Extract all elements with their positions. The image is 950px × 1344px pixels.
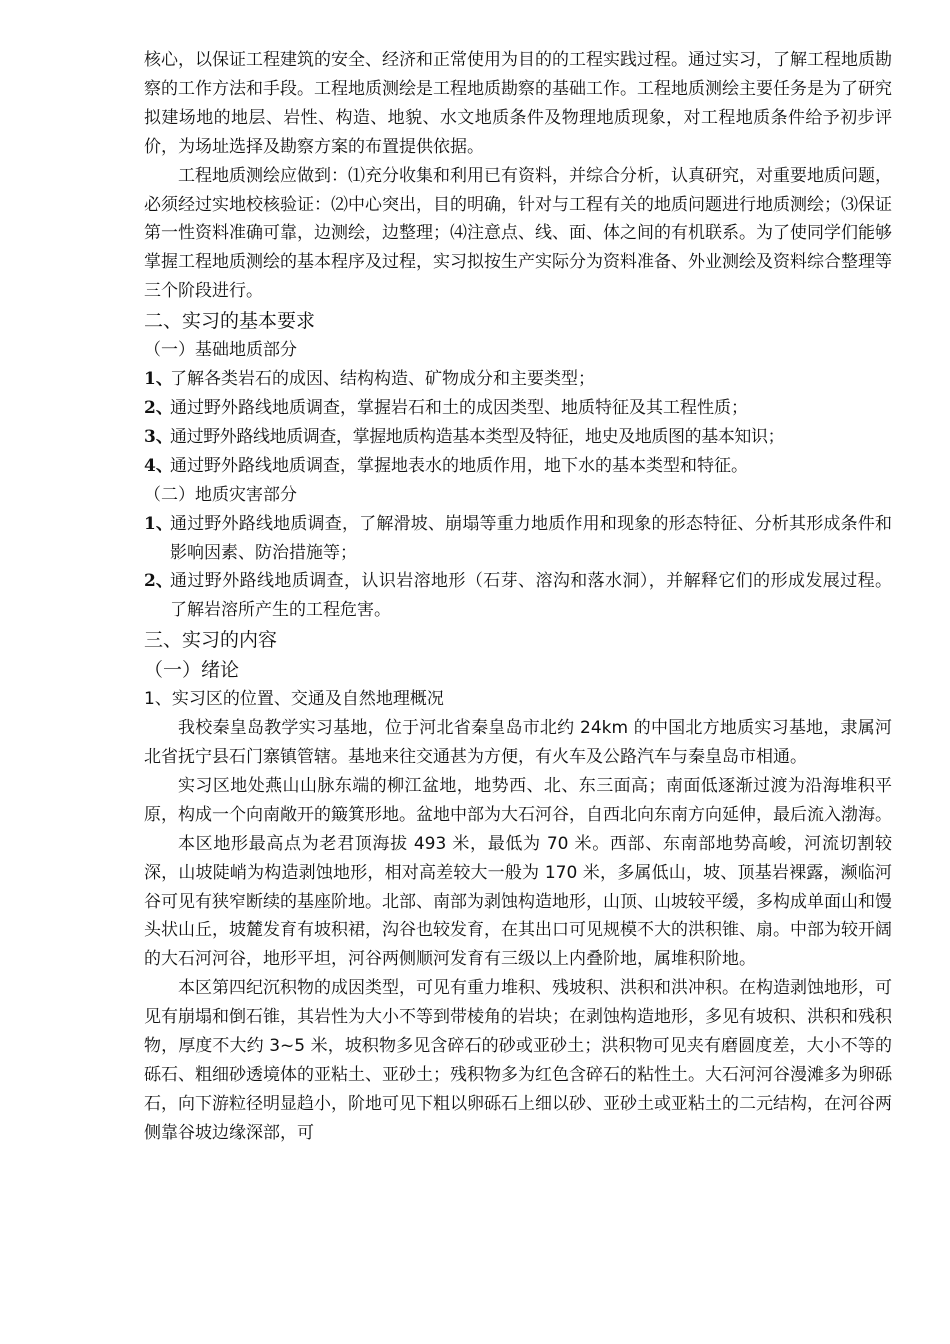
section-2-sub-1-title: （一）基础地质部分 — [144, 340, 297, 361]
requirement-item — [144, 452, 892, 481]
section-2-sub-2-title: （二）地质灾害部分 — [144, 484, 297, 505]
item-text: 通过野外路线地质调查，掌握岩石和土的成因类型、地质特征及其工程性质； — [170, 397, 748, 418]
item-number: 1、 — [144, 369, 173, 390]
requirement-item — [144, 394, 892, 423]
content-paragraph-1: 我校秦皇岛教学实习基地，位于河北省秦皇岛市北约 24km 的中国北方地质实习基地，隶属河北省抚宁县石门寨镇管辖。基地来往交通甚为方便，有火车及公路汽车与秦皇岛市相通。 — [144, 718, 892, 768]
section-3-sub-1-title: （一）绪论 — [144, 659, 240, 682]
item-text: 通过野外路线地质调查，掌握地质构造基本类型及特征，地史及地质图的基本知识； — [170, 426, 785, 447]
section-3-heading-1: 1、实习区的位置、交通及自然地理概况 — [144, 689, 444, 710]
item-number: 2、 — [144, 571, 173, 592]
item-text: 通过野外路线地质调查，认识岩溶地形（石芽、溶沟和落水洞），并解释它们的形成发展过程。了解岩溶所产生的工程危害。 — [170, 571, 892, 621]
item-text: 通过野外路线地质调查，了解滑坡、崩塌等重力地质作用和现象的形态特征、分析其形成条件和影响因素、防治措施等； — [170, 513, 892, 563]
item-text: 了解各类岩石的成因、结构构造、矿物成分和主要类型； — [170, 369, 595, 390]
content-paragraph-4: 本区第四纪沉积物的成因类型，可见有重力堆积、残坡积、洪积和洪冲积。在构造剥蚀地形，可见有崩塌和倒石锥，其岩性为大小不等到带棱角的岩块；在剥蚀构造地形，多见有坡积、洪积和残积物，厚度不大约 3~5 米，坡积物多见含碎石的砂或亚砂土；洪积物可见夹有磨圆度差，大小不等的砾石、粗细砂透境体的亚粘土、亚砂土；残积物多为红色含碎石的粘性土。大石河河谷漫滩多为卵砾石，向下游粒径明显趋小，阶地可见下粗以卵砾石上细以砂、亚砂土或亚粘土的二元结构，在河谷两侧靠谷坡边缘深部，可 — [144, 978, 892, 1143]
item-number: 4、 — [144, 455, 173, 476]
requirement-item — [144, 365, 892, 394]
document-page — [144, 46, 892, 1148]
item-number: 3、 — [144, 426, 173, 447]
intro-paragraph-2: 工程地质测绘应做到：⑴充分收集和利用已有资料，并综合分析，认真研究，对重要地质问题，必须经过实地校核验证：⑵中心突出，目的明确，针对与工程有关的地质问题进行地质测绘；⑶保证第一性资料准确可靠，边测绘，边整理；⑷注意点、线、面、体之间的有机联系。为了使同学们能够掌握工程地质测绘的基本程序及过程，实习拟按生产实际分为资料准备、外业测绘及资料综合整理等三个阶段进行。 — [144, 165, 892, 302]
section-2-title: 二、实习的基本要求 — [144, 310, 316, 333]
hazard-item — [144, 510, 892, 568]
content-paragraph-3: 本区地形最高点为老君顶海拔 493 米，最低为 70 米。西部、东南部地势高峻，河流切割较深，山坡陡峭为构造剥蚀地形，相对高差较大一般为 170 米，多属低山，坡、顶基岩裸露，濒临河谷可见有狭窄断续的基座阶地。北部、南部为剥蚀构造地形，山顶、山坡较平缓，多构成单面山和馒头状山丘，坡麓发育有坡积裙，沟谷也较发育，在其出口可见规模不大的洪积锥、扇。中部为较开阔的大石河河谷，地形平坦，河谷两侧顺河发育有三级以上内叠阶地，属堆积阶地。 — [144, 833, 892, 970]
section-3-title: 三、实习的内容 — [144, 629, 278, 652]
item-number: 2、 — [144, 397, 173, 418]
intro-paragraph-1: 核心，以保证工程建筑的安全、经济和正常使用为目的的工程实践过程。通过实习，了解工程地质勘察的工作方法和手段。工程地质测绘是工程地质勘察的基础工作。工程地质测绘主要任务是为了研究拟建场地的地层、岩性、构造、地貌、水文地质条件及物理地质现象，对工程地质条件给予初步评价，为场址选择及勘察方案的布置提供依据。 — [144, 50, 892, 157]
item-text: 通过野外路线地质调查，掌握地表水的地质作用，地下水的基本类型和特征。 — [170, 455, 748, 476]
item-number: 1、 — [144, 513, 173, 534]
content-paragraph-2: 实习区地处燕山山脉东端的柳江盆地，地势西、北、东三面高；南面低逐渐过渡为沿海堆积平原，构成一个向南敞开的簸箕形地。盆地中部为大石河谷，自西北向东南方向延伸，最后流入渤海。 — [144, 775, 892, 825]
hazard-item — [144, 567, 892, 625]
requirement-item — [144, 423, 892, 452]
